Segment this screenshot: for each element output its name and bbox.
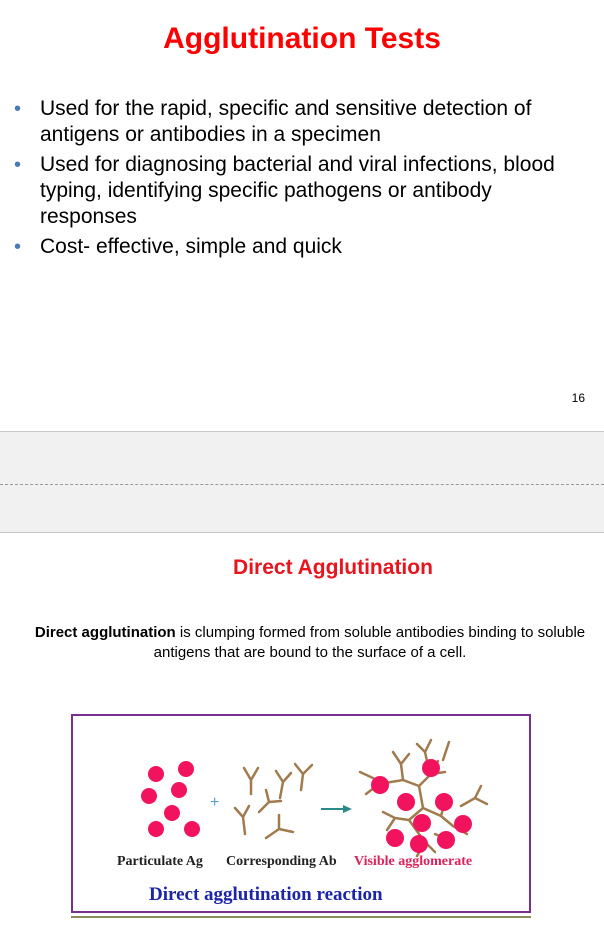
bullet-list bbox=[12, 96, 592, 264]
agglutination-diagram bbox=[73, 716, 529, 911]
agglomerate-particle bbox=[454, 815, 472, 833]
antibody-group bbox=[235, 764, 312, 838]
antibody bbox=[235, 806, 249, 834]
antibody bbox=[295, 764, 312, 790]
antigen-particles bbox=[141, 761, 200, 837]
antigen-particle bbox=[171, 782, 187, 798]
agglutination-figure bbox=[71, 714, 531, 913]
slide-direct-agglutination bbox=[0, 533, 604, 929]
label-corresponding-antibody: Corresponding Ab bbox=[226, 854, 337, 869]
figure-underline bbox=[71, 916, 531, 918]
antibody bbox=[276, 771, 291, 798]
description-term: Direct agglutination bbox=[34, 624, 176, 641]
agglomerate-particle bbox=[397, 793, 415, 811]
agglomerate-particle bbox=[410, 835, 428, 853]
page-break-line bbox=[0, 484, 604, 485]
slide-separator bbox=[0, 431, 604, 533]
slide-agglutination-tests bbox=[0, 0, 604, 431]
figure-caption: Direct agglutination reaction bbox=[149, 884, 383, 905]
agglomerate-particle bbox=[437, 831, 455, 849]
antibody bbox=[266, 815, 293, 838]
bullet-item: • Used for diagnosing bacterial and viral infections, blood typing, identifying specific pathogens or antibody responses bbox=[14, 153, 555, 228]
agglomerate-particle bbox=[386, 829, 404, 847]
agglomerate-particle bbox=[371, 776, 389, 794]
bullet-dot-icon: • bbox=[14, 236, 22, 258]
antigen-particle bbox=[178, 761, 194, 777]
bullet-dot-icon: • bbox=[14, 98, 22, 120]
plus-sign: + bbox=[210, 794, 220, 811]
antigen-particle bbox=[148, 766, 164, 782]
page-number: 16 bbox=[571, 391, 585, 405]
slide-title: Direct Agglutination bbox=[233, 556, 433, 579]
label-visible-agglomerate: Visible agglomerate bbox=[354, 854, 473, 869]
slide-title: Agglutination Tests bbox=[163, 22, 441, 55]
bullet-item: • Cost- effective, simple and quick bbox=[14, 235, 342, 258]
antigen-particle bbox=[184, 821, 200, 837]
label-particulate-antigen: Particulate Ag bbox=[117, 854, 203, 869]
agglomerate-particle bbox=[435, 793, 453, 811]
agglomerate-particle bbox=[422, 759, 440, 777]
antigen-particle bbox=[148, 821, 164, 837]
bullet-dot-icon: • bbox=[14, 154, 22, 176]
reaction-arrow bbox=[321, 805, 352, 813]
antigen-particle bbox=[164, 805, 180, 821]
slide-description bbox=[30, 623, 590, 663]
antigen-particle bbox=[141, 788, 157, 804]
agglomerate-particle bbox=[413, 814, 431, 832]
antibody bbox=[259, 790, 281, 812]
antibody bbox=[244, 768, 258, 794]
bullet-item: • Used for the rapid, specific and sensitive detection of antigens or antibodies in a specimen bbox=[14, 97, 532, 146]
description-text: is clumping formed from soluble antibodies binding to soluble antigens that are bound to the surface of a cell. bbox=[153, 624, 586, 661]
